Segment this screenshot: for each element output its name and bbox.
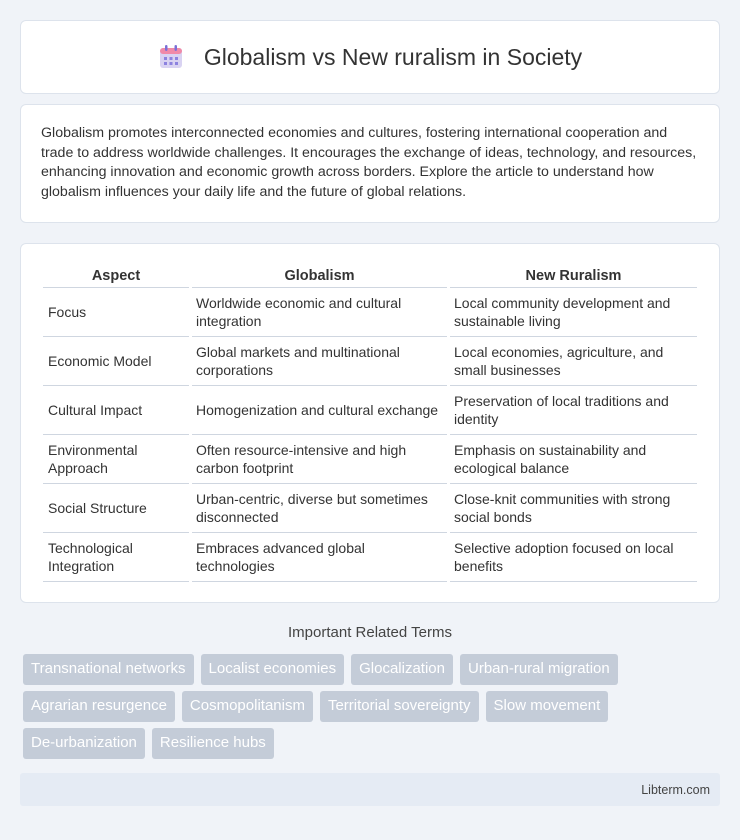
- table-row: [43, 435, 697, 484]
- table-row: [43, 386, 697, 435]
- table-row: [43, 288, 697, 337]
- header-globalism: Globalism: [192, 266, 447, 288]
- intro-text: Globalism promotes interconnected economies and cultures, fostering international cooperation and trade to address worldwide challenges. It encourages the exchange of ideas, technology, and resources, enhancing innovation and economic growth across borders. Explore the article to understand how globalism influences your daily life and the future of global relations.: [41, 125, 697, 200]
- header-aspect: Aspect: [43, 266, 189, 288]
- related-terms-list: [20, 654, 720, 759]
- cell-new-ruralism: Close-knit communities with strong social bonds: [450, 484, 697, 533]
- intro-card: [20, 104, 720, 223]
- cell-globalism: Worldwide economic and cultural integration: [192, 288, 447, 337]
- cell-aspect: Technological Integration: [43, 533, 189, 582]
- comparison-card: [20, 243, 720, 603]
- calendar-icon: [158, 44, 184, 70]
- cell-new-ruralism: Emphasis on sustainability and ecological balance: [450, 435, 697, 484]
- cell-globalism: Global markets and multinational corporations: [192, 337, 447, 386]
- footer: [20, 773, 720, 806]
- cell-aspect: Social Structure: [43, 484, 189, 533]
- page-header: [20, 20, 720, 94]
- cell-globalism: Homogenization and cultural exchange: [192, 386, 447, 435]
- cell-new-ruralism: Local community development and sustainable living: [450, 288, 697, 337]
- table-header-row: [43, 266, 697, 288]
- cell-globalism: Often resource-intensive and high carbon footprint: [192, 435, 447, 484]
- table-row: [43, 337, 697, 386]
- cell-aspect: Cultural Impact: [43, 386, 189, 435]
- cell-new-ruralism: Local economies, agriculture, and small businesses: [450, 337, 697, 386]
- related-term-tag[interactable]: Glocalization: [351, 654, 453, 685]
- related-terms-title: Important Related Terms: [288, 624, 452, 642]
- related-term-tag[interactable]: Cosmopolitanism: [182, 691, 313, 722]
- header-new-ruralism: New Ruralism: [450, 266, 697, 288]
- related-term-tag[interactable]: Slow movement: [486, 691, 609, 722]
- related-term-tag[interactable]: Localist economies: [201, 654, 345, 685]
- related-term-tag[interactable]: Agrarian resurgence: [23, 691, 175, 722]
- footer-brand-link[interactable]: Libterm.com: [641, 782, 710, 797]
- related-term-tag[interactable]: Urban-rural migration: [460, 654, 618, 685]
- cell-aspect: Economic Model: [43, 337, 189, 386]
- related-term-tag[interactable]: Territorial sovereignty: [320, 691, 479, 722]
- page-title: Globalism vs New ruralism in Society: [203, 43, 583, 70]
- cell-new-ruralism: Preservation of local traditions and identity: [450, 386, 697, 435]
- comparison-table: [40, 266, 700, 582]
- cell-globalism: Embraces advanced global technologies: [192, 533, 447, 582]
- cell-aspect: Environmental Approach: [43, 435, 189, 484]
- table-row: [43, 533, 697, 582]
- related-term-tag[interactable]: De-urbanization: [23, 728, 145, 759]
- related-term-tag[interactable]: Transnational networks: [23, 654, 194, 685]
- related-term-tag[interactable]: Resilience hubs: [152, 728, 274, 759]
- table-row: [43, 484, 697, 533]
- cell-new-ruralism: Selective adoption focused on local benefits: [450, 533, 697, 582]
- cell-globalism: Urban-centric, diverse but sometimes disconnected: [192, 484, 447, 533]
- cell-aspect: Focus: [43, 288, 189, 337]
